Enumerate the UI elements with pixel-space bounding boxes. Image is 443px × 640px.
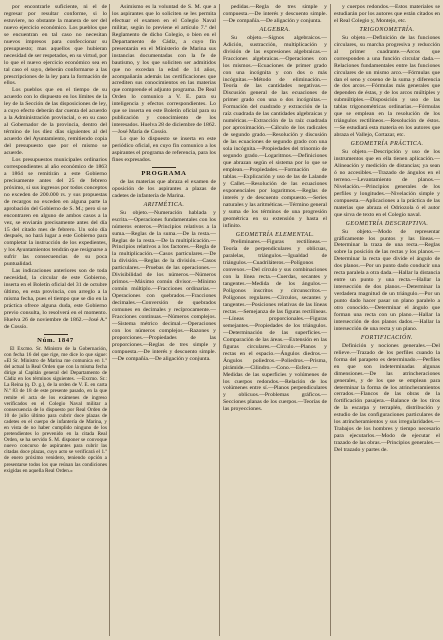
paragraph: Su objeto.—Numeración hablada y escrita.—Operaciones fundamentales con los números enteros.—Principios relativos a la suma.—Reglas de la suma.—De la resta.—Reglas de la resta.—De la multiplicación.—Principios relativos a los factores.—Regla de la multiplicación.—Casos particulares.—De la división.—Reglas de la división.—Casos particulares.—Pruebas de las operaciones.—Divisibilidad de los números.—Números primos.—Máximo común divisor.—Mínimo común múltiplo.—Fracciones ordinarias.—Operaciones con quebrados.—Fracciones decimales.—Conversión de quebrados comunes en decimales y recíprocamente.—Fracciones continuas.—Números complejos.—Sistema métrico decimal.—Operaciones con los números complejos.—Razones y proporciones.—Propiedades de las proporciones.—Reglas de tres simple y compuesta.—De interés y descuento simple.—De compañía.—De aligación y conjunta. — [112, 209, 216, 362]
paragraph: Su objeto.—Definición de las funciones circulares, su marcha progresiva y reducción al primer cuadrante.—Arcos que corresponden a una función circular dada.—Relaciones fundamentales entre las funciones circulares de un mismo arco.—Fórmulas que dan el seno y coseno de la suma y diferencia de dos arcos.—Fórmulas más generales que dependen de éstas, y de los arcos múltiples y submúltiples.—Disposición y uso de las tablas trigonométricas ordinarias.—Fórmulas que se emplean en la resolución de los triángulos rectilíneos.—Resolución de éstos.—Se estudiará esta materia en los autores que abraza el Vallejo, Cortazar, etc. — [334, 34, 440, 139]
column-1 — [4, 4, 107, 638]
column-2 — [112, 4, 216, 638]
paragraph: pedidas.—Regla de tres simple y compuesta.—De interés y descuento simple.—De compañía.—De aligación y conjunta. — [223, 4, 327, 24]
paragraph: Las indicaciones anteriores son de toda necesidad, la circular de este Gobierno, inserta en el Boletín oficial del 31 de octubre último, en esta provincia, con arreglo a la misma fecha, pues el tiempo que se dio en la práctica ofrece alguna duda, este Gobierno previo consulta, lo resolverá en el momento. Huelva 26 de noviembre de 1862.—José A.ª de Cossío. — [4, 268, 107, 330]
column-rule — [330, 4, 331, 636]
paragraph: Su objeto.—Signos algebraicos.—Adición, sustracción, multiplicación y división de las expresiones algebraicas.—Fracciones algebraicas.—Operaciones con los mismos.—Ecuaciones de primer grado con una incógnita y con dos o más incógnitas.—Método de eliminación.—Teoría de las cantidades negativas.—Discusión general de las ecuaciones de primer grado con una o dos incógnitas.—Formación del cuadrado y extracción de la raíz cuadrada de las cantidades algebraicas y numéricas.—Extracción de la raíz cuadrada por aproximación.—Cálculo de los radicales de segundo grado.—Resolución y discusión de las ecuaciones de segundo grado con una sola incógnita.—Propiedades del trinomio de segundo grado.—Logaritmos.—Definiciones que abrazan según el sistema por lo que se emplean.—Propiedades.—Formación de tablas.—Explicación y uso de las de Lalande y Callet.—Resolución de las ecuaciones exponenciales por logaritmos.—Reglas de interés y de descuento compuesto.—Series naturales y las aritméticas.—Término general y suma de los términos de una progresión geométrica en su extensión y hasta el infinito. — [223, 34, 327, 229]
paragraph: Asimismo es la voluntad de S. M. que a los aspirantes que lo soliciten se les permita efectuar el examen en el Colegio Naval militar, según lo previene el artículo 7.º del Reglamento de dicho Colegio, o bien en el Departamento de Cádiz, a cuyo fin presentarán en el Ministerio de Marina sus instancias documentadas con la fe de bautismo, y los que soliciten ser admitidos que no excedan la edad de 14 años, acompañarán además las certificaciones que acrediten sus conocimientos en las materias que comprende el adjunto programa. De Real Orden lo comunico a V. E. para su inteligencia y efectos correspondientes. Lo que se inserta en este Boletín oficial para su publicación y conocimiento de los interesados. Huelva 28 de diciembre de 1862.—José María de Cossío. — [112, 4, 216, 136]
divider — [44, 334, 68, 335]
section-subheading: GEOMETRÍA PRÁCTICA. — [350, 141, 424, 148]
paragraph: Su objeto.—Modo de representar gráficamente los puntos y las líneas.—Determinar la traza de una recta.—Reglas sobre la posición de las rectas y los planos.—Determinar la recta que divide el ángulo de dos planos.—Por un punto dado conducir una recta paralela a otra dada.—Hallar la distancia entre un punto y una recta.—Hallar la intersección de dos planos.—Determinar la verdadera magnitud de un triángulo.—Por un punto dado hacer pasar un plano paralelo a otro conocido.—Determinar el ángulo que forman una recta con un plano.—Hallar la intersección de dos planos dados.—Hallar la intersección de una recta y un plano. — [334, 228, 440, 332]
paragraph: Los pueblos que en el tiempo de su acuerdo con lo dispuesto en los límites de la ley de la Sección de las disposiciones de ley, a cuyo efecto deberán dar cuenta del acuerdo a la Administración provincial, o en su caso al Gobernador de la provincia, dentro del término de los diez días siguientes al del acuerdo del Ayuntamiento, remitiendo copia del presupuesto que por el mismo se acuerde. — [4, 87, 107, 157]
column-4 — [334, 4, 440, 638]
paragraph: Los presupuestos municipales ordinarios correspondientes al año económico de 1863 a 1864 se remitirán a este Gobierno precisamente antes del 25 de febrero próximo, si sus ingresos por todos conceptos no exceden de 200.000 rs. y sus propuestas de recargos no exceden en alguna parte la aprobación del Gobierno de S. M.; pero si se encontraren en alguno de ambos casos a la vez, se enviarán precisamente antes del día 15 del citado mes de febrero. Un solo día después, no hará lugar a este Gobierno para completar la instrucción de los expedientes, y los Ayuntamientos tendrán que resignarse a sufrir las consecuencias de su poca puntualidad. — [4, 156, 107, 268]
column-rule — [109, 4, 110, 636]
paragraph: Definición y nociones generales.—Del relieve.—Trazado de los perfiles cuando la forma del parapeto es determinado.—Perfiles en que son indeterminadas algunas dimensiones.—De las atrincheraciones generales, y de los que se emplean para determinar la forma de los atrincheramientos cerrados.—Flancos de las obras de la fortificación pasajera.—Balance de los tiros de la escarpa y terraplén, distribución y estudio de las configuraciones particulares de los atrincheramientos y sus irregularidades.—Trabajos de los hombres y tiempo necesario para ejecutarlos.—Modo de ejecutar el trazado de las obras.—Principios generales.—Del trazado y partes de. — [334, 342, 440, 454]
section-subheading: TRIGONOMETRÍA. — [359, 26, 415, 33]
paragraph: Lo que lo dispuesto se inserta en este periódico oficial, en cuyo fin comunico a los aspirantes el programa de referencia, para los fines expresados. — [112, 136, 216, 163]
column-rule — [219, 4, 220, 636]
section-subheading: GEOMETRÍA DESCRIPTIVA. — [345, 220, 429, 227]
section-subheading: ARITMÉTICA. — [143, 201, 185, 208]
paragraph: El Excmo. Sr. Ministro de la Gobernación, con fecha 16 del que rige, me dice lo que sigue: «El Sr. Ministro de Marina me comunica en 1.º del actual la Real Orden que con la misma fecha dirige al Capitán general del Departamento de Cádiz en los términos siguientes. —Excmo. Sr.: La Reina (q. D. g.), de la orden de V. E. en carta N.º 83 de 18 de este presente pasado, en la que remite el acta de los exámenes de ingreso verificados en el Colegio Naval militar a consecuencia de lo dispuesto por Real Orden de 10 de julio último para cubrir doce plazas de cadetes en el cuerpo de infantería de Marina, y en vista de no haber cumplido ninguno de los pretendientes lo prevenido en la citada Real Orden, se ha servido S. M. disponer se convoque nuevo concurso de aspirantes para cubrir las citadas doce plazas, cuyo acto se verificará el 1.º de enero próximo venidero, teniendo opción a presentarse todos los que reúnan las condiciones exigidas en aquella Real Orden.» — [4, 345, 107, 474]
divider — [152, 167, 176, 168]
paragraph: y cuerpos redondos.—Estos materiales se estudiarán por los autores que están citados en el Real Colegio y, Montejo, etc. — [334, 4, 440, 24]
section-subheading: ALGEBRA. — [259, 26, 291, 33]
small-print — [4, 346, 107, 474]
section-subheading: FORTIFICACIÓN. — [360, 334, 414, 341]
paragraph: Preliminares.—Figuras rectilíneas.—Teoría de perpendiculares y oblicuas, paralelas, triángulos.—Igualdad de triángulos.—Cuadriláteros.—Polígonos convexos.—Del círculo y sus combinaciones con la línea recta.—Cuerdas, secantes y tangentes.—Medida de los ángulos.—Polígonos inscritos y circunscritos.—Polígonos regulares.—Círculos, secantes y tangentes.—Posiciones relativas de las líneas rectas.—Semejanza de las figuras rectilíneas.—Líneas proporcionales.—Figuras semejantes.—Propiedades de los triángulos.—Determinación de las superficies.—Comparación de las áreas.—Extensión en las figuras circulares.—Círculo.—Planos y rectas en el espacio.—Ángulos diedros.—Ángulos poliedros.—Poliedros.—Prisma, pirámide.—Cilindro.—Cono.—Esfera.—Medidas de las superficies y volúmenes de los cuerpos redondos.—Relación de los volúmenes entre sí.—Planos perpendiculares y oblicuos.—Problemas gráficos.—Secciones planas de los cuerpos.—Teorías de las proyecciones. — [223, 239, 327, 413]
section-heading: Núm. 1847 — [37, 336, 74, 344]
paragraph: Su objeto.—Descripción y uso de los instrumentos que en ella tienen aplicación.—Alineación y medición de distancias; ya sean ó no accesibles.—Trazado de ángulos en el terreno.—Levantamiento de planos.—Nivelación.—Principios generales de los perfiles y longitudes.—Nivelación simple y compuesta.—Aplicaciones a la práctica de las materias que abraza el Odriozola ó el autor que sirva de texto en el Colegio naval. — [334, 149, 440, 218]
paragraph: de las materias que abraza el examen de oposición de los aspirantes a plazas de cadetes de infantería de Marina. — [112, 178, 216, 199]
column-3 — [223, 4, 327, 638]
section-subheading: GEOMETRÍA ELEMENTAL. — [235, 231, 315, 238]
section-heading: PROGRAMA — [141, 169, 187, 177]
paragraph: por encontrarle suficiente, ni el de regresar por resultar conforme, si lo estuviere, no obstante la manera de ser del nuevo ejercicio económico. Los pueblos que se encuentran en tal caso no necesitan nuevos impresos para confeccionar su presupuesto; mas aquellos que hubieran necesidad de ser respetados, en su virtud, por lo que el nuevo ejercicio económico sea en tal caso el suyo, deberán conformarse a las prescripciones de la ley para la formación de ellos. — [4, 4, 107, 87]
